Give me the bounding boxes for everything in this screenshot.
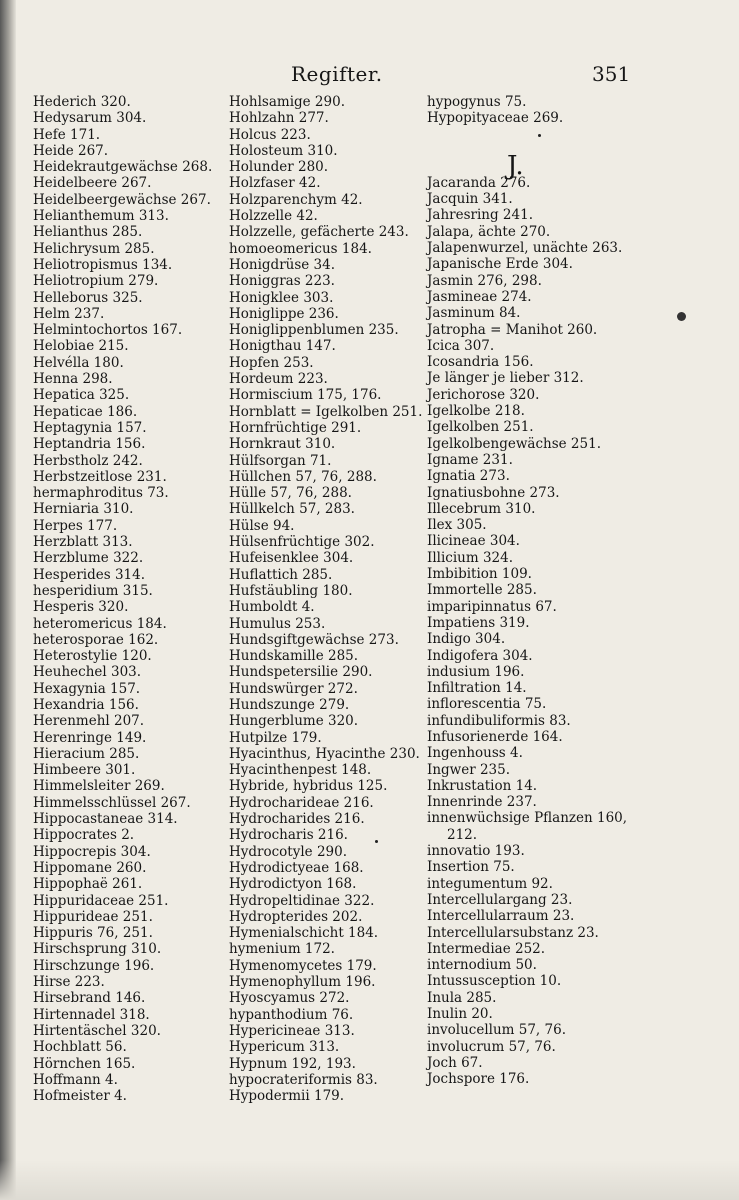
index-entry: Hirtennadel 318. [33, 1006, 150, 1023]
index-entry: Hirschsprung 310. [33, 941, 162, 958]
index-entry: Hesperis 320. [33, 599, 129, 616]
index-entry: Ignatia 273. [427, 468, 510, 485]
index-entry: Hypericum 313. [229, 1039, 340, 1056]
index-entry: Heidelbeere 267. [33, 175, 152, 192]
page-number: 351 [592, 62, 631, 86]
index-entry: Hirse 223. [33, 974, 105, 991]
index-entry: Herpes 177. [33, 517, 118, 534]
index-entry: Hieracium 285. [33, 745, 140, 762]
index-entry: Helobiae 215. [33, 338, 129, 355]
index-entry: hypocrateriformis 83. [229, 1071, 378, 1088]
index-entry: Igelkolben 251. [427, 419, 534, 436]
index-entry: Helichrysum 285. [33, 240, 155, 257]
index-entry: Inulin 20. [427, 1006, 493, 1023]
index-entry: Hypericineae 313. [229, 1022, 355, 1039]
index-entry: Helleborus 325. [33, 289, 143, 306]
index-entry: Jasmineae 274. [427, 288, 532, 305]
index-entry: Huflattich 285. [229, 566, 333, 583]
index-entry: internodium 50. [427, 957, 537, 974]
index-entry: Hyacinthenpest 148. [229, 762, 372, 779]
index-entry: Jahresring 241. [427, 207, 533, 224]
index-entry: Holzfaser 42. [229, 175, 321, 192]
index-entry: Hoffmann 4. [33, 1071, 118, 1088]
index-entry: inflorescentia 75. [427, 696, 547, 713]
index-entry: Hutpilze 179. [229, 729, 322, 746]
index-entry: Hufeisenklee 304. [229, 550, 354, 567]
index-entry: Hippocrates 2. [33, 827, 135, 844]
index-entry: Hornfrüchtige 291. [229, 419, 362, 436]
index-entry: Hexandria 156. [33, 696, 139, 713]
index-entry: Hirtentäschel 320. [33, 1022, 161, 1039]
index-entry: Helm 237. [33, 305, 105, 322]
index-entry: Hydrodictyon 168. [229, 876, 357, 893]
index-entry: imparipinnatus 67. [427, 598, 557, 615]
index-entry: 212. [447, 826, 478, 843]
index-entry: Je länger je lieber 312. [427, 370, 584, 387]
index-entry: Intermediae 252. [427, 940, 546, 957]
index-entry: Hundsgiftgewächse 273. [229, 631, 399, 648]
index-entry: Honigklee 303. [229, 289, 334, 306]
index-entry: Inula 285. [427, 989, 497, 1006]
index-entry: Icica 307. [427, 337, 495, 354]
index-entry: Heliotropium 279. [33, 273, 159, 290]
index-entry: hypanthodium 76. [229, 1006, 354, 1023]
index-entry: Holcus 223. [229, 126, 311, 143]
index-entry: Hippomane 260. [33, 859, 147, 876]
index-entry: Hordeum 223. [229, 371, 328, 388]
index-entry: Hymenophyllum 196. [229, 974, 376, 991]
index-entry: Helvélla 180. [33, 354, 124, 371]
index-entry: Jalapa, ächte 270. [427, 223, 551, 240]
index-entry: innenwüchsige Pflanzen 160, [427, 810, 628, 827]
index-entry: Honiglippenblumen 235. [229, 322, 399, 339]
index-entry: Intercellularraum 23. [427, 908, 575, 925]
index-entry: Hippocastaneae 314. [33, 811, 178, 828]
index-entry: Jacaranda 276. [427, 174, 531, 191]
index-entry: Helianthus 285. [33, 224, 143, 241]
index-column-2 [229, 94, 422, 1104]
index-entry: Japanische Erde 304. [427, 256, 573, 273]
index-entry: Helianthemum 313. [33, 208, 169, 225]
index-entry: Ignatiusbohne 273. [427, 484, 560, 501]
index-entry: Hornblatt = Igelkolben 251. [229, 403, 423, 420]
index-entry: Honiggras 223. [229, 273, 335, 290]
index-entry: Imbibition 109. [427, 566, 532, 583]
page-title: Regifter. [291, 62, 383, 86]
index-entry: Ilex 305. [427, 517, 487, 534]
index-entry: Hypopityaceae 269. [427, 110, 564, 127]
index-entry: Hundswürger 272. [229, 680, 358, 697]
index-entry: Heidekrautgewächse 268. [33, 159, 213, 176]
index-column-3 [427, 94, 627, 1088]
index-entry: Hippurideae 251. [33, 908, 153, 925]
index-entry: Hymenialschicht 184. [229, 925, 379, 942]
index-entry: Hydrocharis 216. [229, 827, 348, 844]
index-entry: Jalapenwurzel, unächte 263. [427, 240, 623, 257]
index-entry: Hypnum 192, 193. [229, 1055, 356, 1072]
index-entry: Hydrocotyle 290. [229, 843, 348, 860]
index-column-1 [33, 94, 212, 1104]
index-entry: Jasmin 276, 298. [427, 272, 542, 289]
index-entry: Hohlsamige 290. [229, 94, 345, 110]
index-entry: Ilicineae 304. [427, 533, 520, 550]
index-entry: Jacquin 341. [427, 191, 513, 208]
page-binding-shadow [0, 0, 16, 1200]
index-entry: hermaphroditus 73. [33, 485, 169, 502]
index-entry: Hopfen 253. [229, 354, 314, 371]
index-entry: Igelkolbe 218. [427, 403, 525, 420]
index-entry: Jochspore 176. [427, 1071, 530, 1088]
index-entry: Hyoscyamus 272. [229, 990, 350, 1007]
index-entry: Honiglippe 236. [229, 305, 339, 322]
index-entry: Icosandria 156. [427, 354, 534, 371]
index-entry: Hybride, hybridus 125. [229, 778, 388, 795]
index-entry: Hippocrepis 304. [33, 843, 151, 860]
index-entry: Holzparenchym 42. [229, 191, 363, 208]
index-entry: Hedysarum 304. [33, 110, 147, 127]
index-entry: Holzzelle, gefächerte 243. [229, 224, 409, 241]
ink-speck [375, 840, 378, 843]
index-entry: Intussusception 10. [427, 973, 562, 990]
index-entry: Hefe 171. [33, 126, 101, 143]
index-entry: Indigofera 304. [427, 647, 533, 664]
index-entry: Infiltration 14. [427, 680, 527, 697]
index-entry: Hochblatt 56. [33, 1039, 127, 1056]
index-entry: Hippuridaceae 251. [33, 892, 169, 909]
index-entry: Herzblume 322. [33, 550, 144, 567]
index-entry: Hirsebrand 146. [33, 990, 146, 1007]
index-entry: Ingenhouss 4. [427, 745, 523, 762]
index-entry: Impatiens 319. [427, 614, 530, 631]
index-entry: Hepaticae 186. [33, 403, 138, 420]
index-entry: Hülse 94. [229, 517, 295, 534]
index-entry: Hesperides 314. [33, 566, 146, 583]
index-entry: Hexagynia 157. [33, 680, 141, 697]
index-entry: Jatropha = Manihot 260. [427, 321, 598, 338]
index-entry: Herzblatt 313. [33, 534, 133, 551]
index-entry: Innenrinde 237. [427, 794, 537, 811]
index-entry: Hundskamille 285. [229, 648, 359, 665]
index-entry: Heliotropismus 134. [33, 256, 173, 273]
index-entry: Hydrodictyeae 168. [229, 859, 364, 876]
index-entry: Himmelsleiter 269. [33, 778, 165, 795]
index-entry: Intercellularsubstanz 23. [427, 924, 599, 941]
index-entry: Humulus 253. [229, 615, 326, 632]
section-letter-heading: J. [507, 150, 524, 181]
index-entry: hypogynus 75. [427, 94, 527, 110]
index-entry: Hungerblume 320. [229, 713, 359, 730]
index-entry: Immortelle 285. [427, 582, 537, 599]
index-entry: Insertion 75. [427, 859, 515, 876]
index-entry: Jasminum 84. [427, 305, 521, 322]
index-entry: Hundspetersilie 290. [229, 664, 373, 681]
index-entry: Hyacinthus, Hyacinthe 230. [229, 745, 420, 762]
index-entry: Herbstzeitlose 231. [33, 468, 167, 485]
index-entry: Hirschzunge 196. [33, 957, 155, 974]
index-entry: heterosporae 162. [33, 631, 159, 648]
index-entry: heteromericus 184. [33, 615, 167, 632]
index-entry: Holunder 280. [229, 159, 329, 176]
index-entry: Hülfsorgan 71. [229, 452, 332, 469]
index-entry: Heterostylie 120. [33, 648, 152, 665]
index-entry: Hederich 320. [33, 94, 131, 110]
index-entry: Ingwer 235. [427, 761, 511, 778]
index-entry: Joch 67. [427, 1054, 483, 1071]
index-entry: innovatio 193. [427, 843, 525, 860]
index-entry: Himmelsschlüssel 267. [33, 794, 191, 811]
index-entry: Heptandria 156. [33, 436, 146, 453]
index-entry: Holzzelle 42. [229, 208, 318, 225]
index-entry: Herbstholz 242. [33, 452, 143, 469]
index-entry: Hülsenfrüchtige 302. [229, 534, 375, 551]
index-entry: infundibuliformis 83. [427, 712, 571, 729]
index-entry: hymenium 172. [229, 941, 335, 958]
index-entry: Heidelbeergewächse 267. [33, 191, 211, 208]
index-entry: Hydropterides 202. [229, 908, 363, 925]
ink-blot [677, 312, 686, 321]
index-entry: involucrum 57, 76. [427, 1038, 556, 1055]
index-entry: Hippuris 76, 251. [33, 925, 153, 942]
index-entry: Hormiscium 175, 176. [229, 387, 382, 404]
index-entry: involucellum 57, 76. [427, 1022, 566, 1039]
index-entry: Honigdrüse 34. [229, 256, 336, 273]
index-entry: Hydropeltidinae 322. [229, 892, 375, 909]
index-entry: Heptagynia 157. [33, 419, 147, 436]
index-entry: Himbeere 301. [33, 762, 136, 779]
index-entry: Igname 231. [427, 451, 513, 468]
index-entry: Inkrustation 14. [427, 777, 538, 794]
spacer [427, 127, 627, 143]
index-entry: Humboldt 4. [229, 599, 315, 616]
index-entry: Hypodermii 179. [229, 1088, 345, 1105]
index-entry: Hörnchen 165. [33, 1055, 136, 1072]
index-entry: Hohlzahn 277. [229, 110, 329, 127]
index-entry: Honigthau 147. [229, 338, 336, 355]
index-entry: Jerichorose 320. [427, 386, 540, 403]
index-entry: Infusorienerde 164. [427, 728, 563, 745]
index-entry: indusium 196. [427, 663, 525, 680]
index-entry: Hymenomycetes 179. [229, 957, 377, 974]
index-entry: Indigo 304. [427, 631, 506, 648]
index-entry: homoeomericus 184. [229, 240, 372, 257]
index-entry: Heuhechel 303. [33, 664, 142, 681]
index-entry: Hippophaë 261. [33, 876, 143, 893]
index-entry: Henna 298. [33, 371, 113, 388]
ink-speck [538, 134, 541, 137]
index-entry: Herenringe 149. [33, 729, 147, 746]
index-entry: Holosteum 310. [229, 142, 338, 159]
index-entry: Hufstäubling 180. [229, 582, 353, 599]
index-entry: Hüllkelch 57, 283. [229, 501, 355, 518]
index-entry: Hundszunge 279. [229, 696, 350, 713]
index-entry: Hydrocharides 216. [229, 811, 365, 828]
index-entry: Illecebrum 310. [427, 500, 536, 517]
index-entry: Herenmehl 207. [33, 713, 145, 730]
index-entry: Hülle 57, 76, 288. [229, 485, 352, 502]
index-entry: Hornkraut 310. [229, 436, 336, 453]
index-entry: Hepatica 325. [33, 387, 130, 404]
index-entry: Helmintochortos 167. [33, 322, 183, 339]
page-bottom-shade [0, 1160, 739, 1200]
index-entry: hesperidium 315. [33, 582, 153, 599]
index-entry: Illicium 324. [427, 549, 514, 566]
index-entry: Hüllchen 57, 76, 288. [229, 468, 377, 485]
index-entry: Hydrocharideae 216. [229, 794, 374, 811]
index-entry: Herniaria 310. [33, 501, 134, 518]
index-entry: integumentum 92. [427, 875, 553, 892]
index-entry: Hofmeister 4. [33, 1088, 127, 1105]
index-entry: Heide 267. [33, 142, 109, 159]
index-entry: Igelkolbengewächse 251. [427, 435, 601, 452]
index-entry: Intercellulargang 23. [427, 891, 573, 908]
